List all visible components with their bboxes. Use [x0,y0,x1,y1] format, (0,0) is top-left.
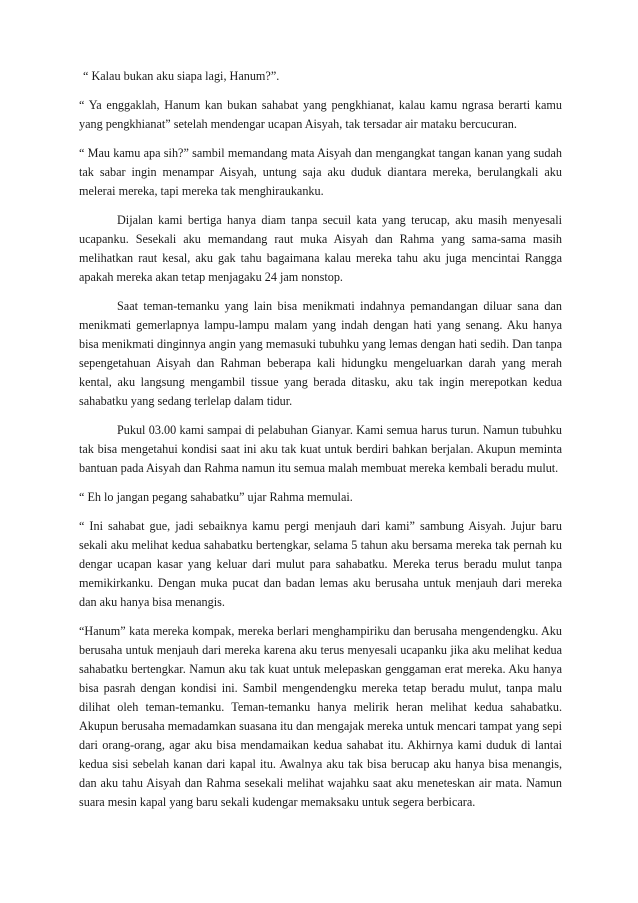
paragraph-7: “ Eh lo jangan pegang sahabatku” ujar Rahma memulai. [79,490,353,504]
paragraph-5: Saat teman-temanku yang lain bisa menikmati indahnya pemandangan diluar sana dan menikmati gemerlapnya lampu-lampu malam yang indah dengan hati yang senang. Aku hanya bisa menikmati dinginnya angin yang memasuki tubuhku yang lemas dengan hati sedih. Dan tanpa sepengetahuan Aisyah dan Rahman beberapa kali hidungku mengeluarkan darah yang merah kental, aku langsung mengambil tissue yang berada ditasku, aku tak ingin merepotkan kedua sahabatku yang sedang terlelap dalam tidur. [79,299,562,408]
paragraph-3: “ Mau kamu apa sih?” sambil memandang mata Aisyah dan mengangkat tangan kanan yang sudah tak sabar ingin menampar Aisyah, untung saja aku duduk diantara mereka, berulangkali aku melerai mereka, tapi mereka tak menghiraukanku. [79,146,562,198]
paragraph-8: “ Ini sahabat gue, jadi sebaiknya kamu pergi menjauh dari kami” sambung Aisyah. Jujur baru sekali aku melihat kedua sahabatku bertengkar, selama 5 tahun aku bersama mereka tak pernah ku dengar ucapan kasar yang keluar dari mulut para sahabatku. Mereka terus beradu mulut tanpa memikirkanku. Dengan muka pucat dan badan lemas aku berusaha untuk menjauh dari mereka dan aku hanya bisa menangis. [79,519,562,609]
paragraph-1: “ Kalau bukan aku siapa lagi, Hanum?”. [83,69,280,83]
paragraph-4: Dijalan kami bertiga hanya diam tanpa secuil kata yang terucap, aku masih menyesali ucapanku. Sesekali aku memandang raut muka Aisyah dan Rahma yang sama-sama masih melihatkan raut kesal, aku gak tahu bagaimana kalau mereka tahu aku juga mencintai Rangga apakah mereka akan tetap menjagaku 24 jam nonstop. [79,213,562,284]
paragraph-2: “ Ya enggaklah, Hanum kan bukan sahabat yang pengkhianat, kalau kamu ngrasa berarti kamu yang pengkhianat” setelah mendengar ucapan Aisyah, tak tersadar air mataku bercucuran. [79,98,562,131]
paragraph-6: Pukul 03.00 kami sampai di pelabuhan Gianyar. Kami semua harus turun. Namun tubuhku tak bisa mengetahui kondisi saat ini aku tak kuat untuk berdiri bahkan berjalan. Akupun meminta bantuan pada Aisyah dan Rahma namun itu semua malah membuat mereka kembali beradu mulut. [79,423,562,475]
paragraph-9: “Hanum” kata mereka kompak, mereka berlari menghampiriku dan berusaha mengendengku. Aku berusaha untuk menjauh dari mereka karena aku terus menyesali ucapanku jika aku melihat kedua sahabatku bertengkar. Namun aku tak kuat untuk melepaskan genggaman erat mereka. Aku hanya bisa pasrah dengan kondisi ini. Sambil mengendengku mereka tetap beradu mulut, tanpa malu dilihat oleh teman-temanku. Teman-temanku hanya melirik heran melihat kedua sahabatku. Akupun berusaha memadamkan suasana itu dan mengajak mereka untuk mencari tampat yang sepi dari orang-orang, agar aku bisa mendamaikan kedua sahabat itu. Akhirnya kami duduk di lantai kedua sisi sebelah kanan dari kapal itu. Awalnya aku tak bisa berucap aku hanya bisa menangis, dan aku tahu Aisyah dan Rahma sesekali melihat wajahku saat aku meneteskan air mata. Namun suara mesin kapal yang baru sekali kudengar memaksaku untuk segera berbicara. [79,624,562,809]
document-body [79,67,562,822]
